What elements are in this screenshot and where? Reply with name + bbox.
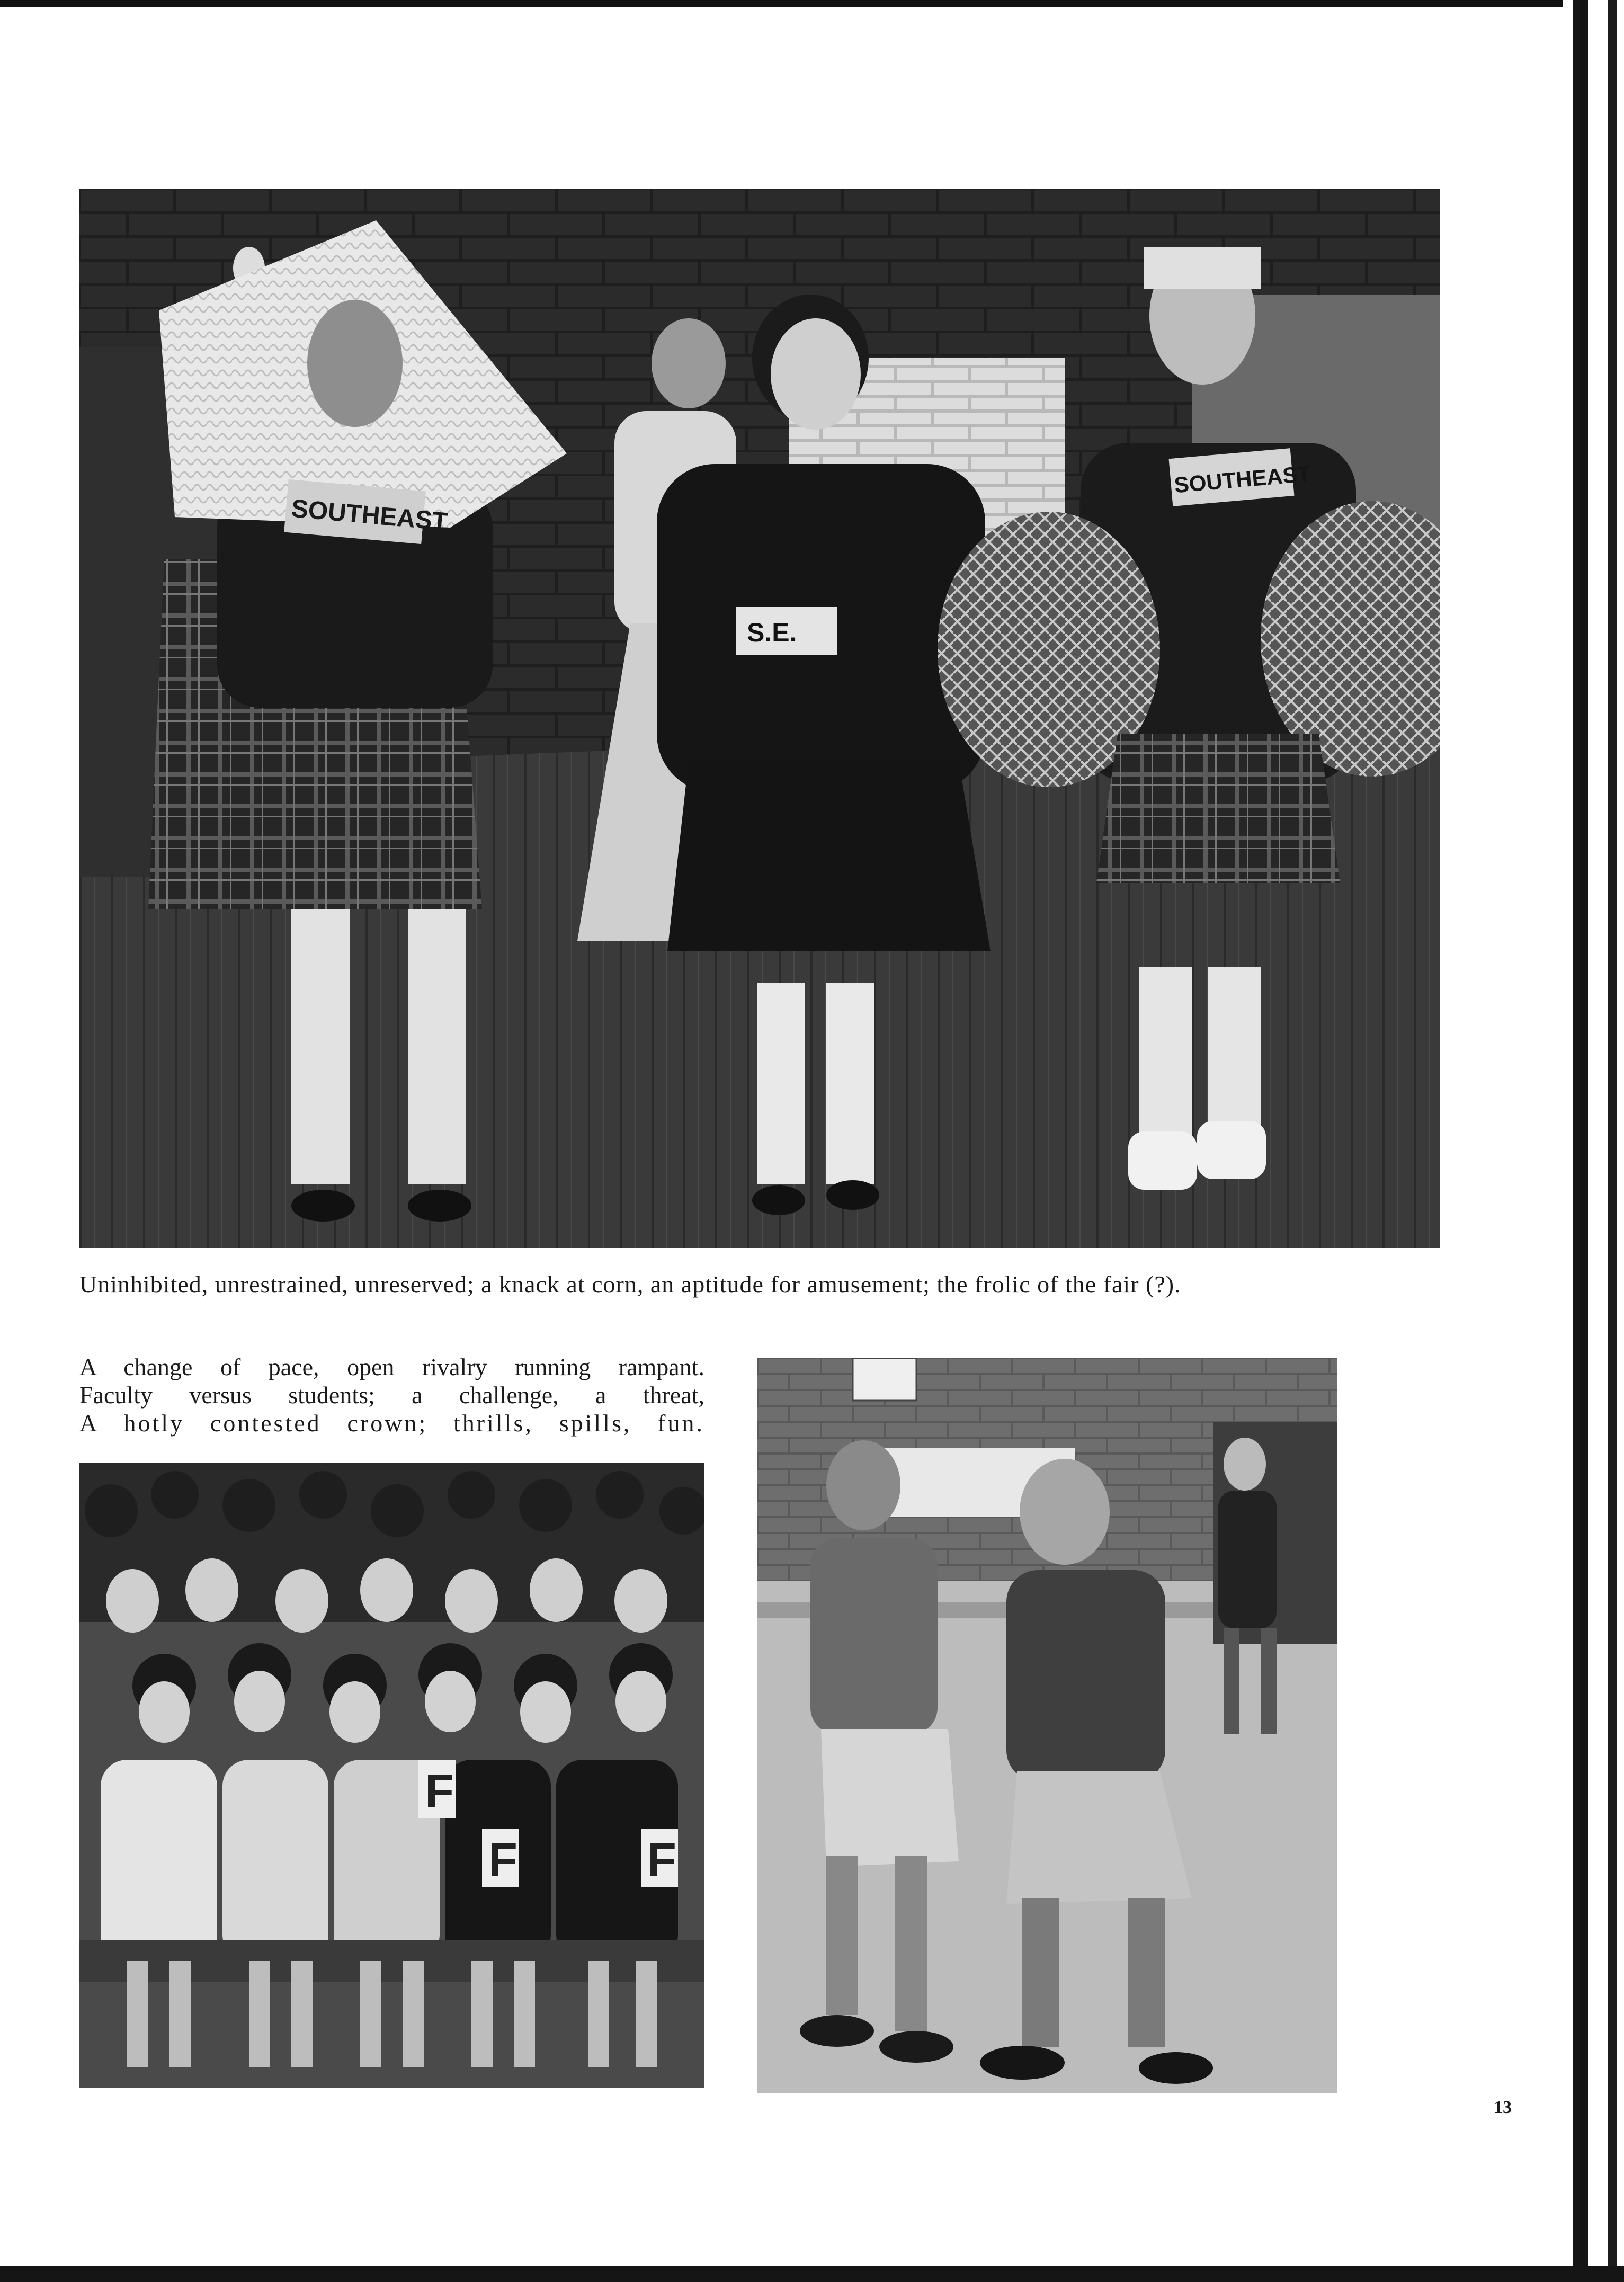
page-number: 13 — [1494, 2098, 1512, 2117]
crowd-letter-3: F — [647, 1834, 676, 1887]
binding-edge — [1563, 0, 1624, 2282]
basketball-photo — [757, 1358, 1337, 2093]
crowd-letter-1: F — [425, 1765, 454, 1818]
right-placard-text: SOUTHEAST — [1173, 460, 1312, 498]
scan-edge-bottom — [0, 2266, 1624, 2282]
top-photo-caption: Uninhibited, unrestrained, unreserved; a knack at corn, an aptitude for amusement; the frolic of the fair (?). — [79, 1271, 1181, 1298]
crowd-photo — [79, 1463, 704, 2088]
scan-edge-top — [0, 0, 1624, 7]
verse-line-3: A hotly contested crown; thrills, spills, fun. — [79, 1410, 704, 1437]
cheerleaders-photo — [79, 189, 1440, 1248]
crowd-letter-2: F — [488, 1834, 517, 1887]
center-megaphone-text: S.E. — [747, 618, 797, 647]
verse-block — [79, 1353, 704, 1437]
verse-line-2: Faculty versus students; a challenge, a threat, — [79, 1381, 704, 1409]
verse-line-1: A change of pace, open rivalry running rampant. — [79, 1353, 704, 1380]
left-placard-text: SOUTHEAST — [290, 494, 449, 537]
